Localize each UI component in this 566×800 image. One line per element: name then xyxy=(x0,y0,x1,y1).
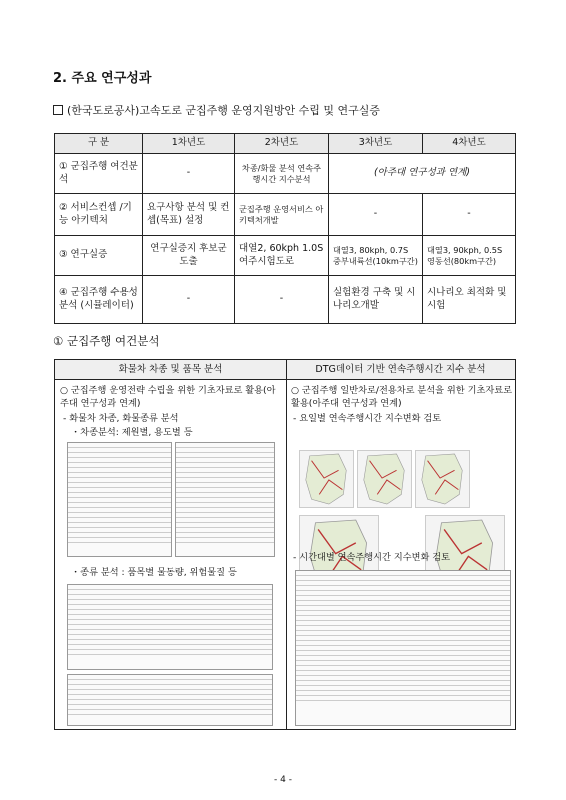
cell-y4: 대열3, 90kph, 0.5S 영동선(80km구간) xyxy=(423,236,516,276)
header-category: 구 분 xyxy=(55,134,143,154)
right-dash-hourly: - 시간대별 연속주행시간 지수변화 검토 xyxy=(293,552,450,563)
cell-y34: (아주대 연구성과 연계) xyxy=(329,154,516,194)
project-title-line xyxy=(53,102,380,118)
korea-map-image xyxy=(357,450,412,508)
row-label: ③ 연구실증 xyxy=(55,236,143,276)
left-dash: - 화물차 차종, 화물종류 분석 xyxy=(63,413,179,424)
left-bullet: ○ 군집주행 운영전략 수립을 위한 기초자료로 활용(아주대 연구성과 연계) xyxy=(60,385,276,410)
cell-y3: 실험환경 구축 및 시나리오개발 xyxy=(329,276,423,324)
row-label: ① 군집주행 여건분석 xyxy=(55,154,143,194)
plan-table-header xyxy=(55,134,516,154)
left-dot-vehicle: ・차종분석: 제원별, 용도별 등 xyxy=(71,427,193,438)
section-title: 2. 주요 연구성과 xyxy=(53,71,152,86)
cell-y2: - xyxy=(235,276,329,324)
hazardous-material-table-image xyxy=(67,674,273,726)
cell-y3: - xyxy=(329,194,423,236)
project-title: (한국도로공사)고속도로 군집주행 운영지원방안 수립 및 연구실증 xyxy=(67,104,380,117)
table-row xyxy=(55,194,516,236)
panel-divider xyxy=(286,360,287,729)
header-year1: 1차년도 xyxy=(143,134,235,154)
checkbox-square-icon xyxy=(53,105,63,115)
cell-y2: 대열2, 60kph 1.0S 여주시험도로 xyxy=(235,236,329,276)
row-label: ② 서비스컨셉 /기능 아키텍처 xyxy=(55,194,143,236)
plan-table xyxy=(54,133,516,324)
korea-map-image xyxy=(415,450,470,508)
cell-y3: 대열3, 80kph, 0.7S 중부내륙선(10km구간) xyxy=(329,236,423,276)
cell-y4: - xyxy=(423,194,516,236)
table-row xyxy=(55,276,516,324)
left-panel-header: 화물차 차종 및 품목 분석 xyxy=(55,360,286,380)
left-dot-cargo: ・종류 분석 : 품목별 물동량, 위험물질 등 xyxy=(71,567,237,578)
cell-y1: 요구사항 분석 및 컨셉(목표) 설정 xyxy=(143,194,235,236)
analysis-box xyxy=(54,359,516,730)
page-number: - 4 - xyxy=(274,775,292,785)
cell-y1: - xyxy=(143,154,235,194)
cell-y1: 연구실증지 후보군 도출 xyxy=(143,236,235,276)
vehicle-type-table-image xyxy=(67,442,172,557)
cell-y4: 시나리오 최적화 및 시험 xyxy=(423,276,516,324)
subsection-title: ① 군집주행 여건분석 xyxy=(53,334,160,348)
cargo-volume-table-image xyxy=(67,584,273,670)
right-panel-header: DTG데이터 기반 연속주행시간 지수 분석 xyxy=(286,360,515,380)
table-row xyxy=(55,236,516,276)
header-year4: 4차년도 xyxy=(423,134,516,154)
hourly-index-table-image xyxy=(295,570,511,726)
vehicle-spec-table-image xyxy=(175,442,275,557)
right-bullet: ○ 군집주행 일반차로/전용차로 분석을 위한 기초자료로 활용(아주대 연구성과 연계) xyxy=(291,385,512,410)
cell-y2: 차종/화물 분석 연속주행시간 지수분석 xyxy=(235,154,329,194)
header-year3: 3차년도 xyxy=(329,134,423,154)
row-label: ④ 군집주행 수용성 분석 (시뮬레이터) xyxy=(55,276,143,324)
header-year2: 2차년도 xyxy=(235,134,329,154)
right-dash-weekday: - 요일별 연속주행시간 지수변화 검토 xyxy=(293,413,442,424)
table-row xyxy=(55,154,516,194)
cell-y1: - xyxy=(143,276,235,324)
cell-y2: 군집주행 운영서비스 아키텍처개발 xyxy=(235,194,329,236)
korea-map-image xyxy=(299,450,354,508)
